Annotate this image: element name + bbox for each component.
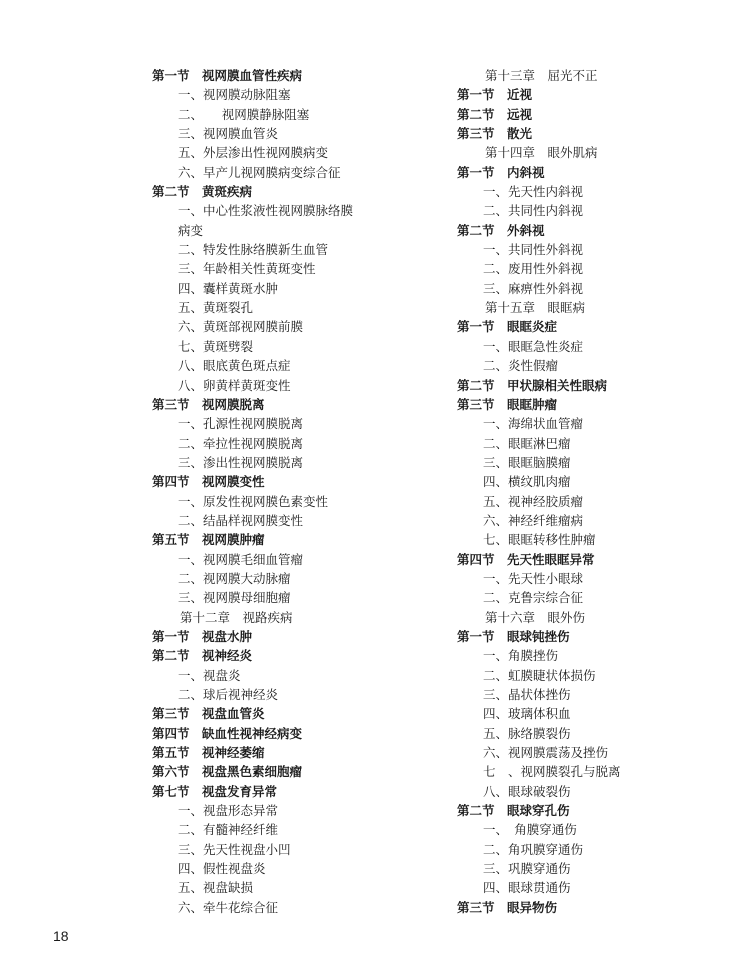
toc-subitem: 一、 角膜穿通伤 bbox=[483, 822, 577, 838]
toc-subitem: 四、假性视盘炎 bbox=[178, 861, 266, 877]
toc-subitem: 二、结晶样视网膜变性 bbox=[178, 512, 304, 528]
toc-subitem: 二、牵拉性视网膜脱离 bbox=[178, 435, 304, 451]
toc-subitem: 三、视网膜母细胞瘤 bbox=[178, 590, 291, 606]
toc-subitem: 一、先天性小眼球 bbox=[483, 570, 584, 586]
toc-section: 第一节 视网膜血管性疾病 bbox=[152, 68, 303, 83]
toc-subitem: 一、原发性视网膜色素变性 bbox=[178, 493, 329, 509]
toc-section: 第一节 眼球钝挫伤 bbox=[457, 628, 570, 644]
toc-subitem: 五、黄斑裂孔 bbox=[178, 300, 254, 316]
toc-subitem: 六、黄斑部视网膜前膜 bbox=[178, 319, 304, 335]
toc-section: 第三节 眼异物伤 bbox=[457, 899, 558, 915]
toc-subitem: 二、眼眶淋巴瘤 bbox=[483, 435, 571, 451]
toc-subitem: 六、牵牛花综合征 bbox=[178, 899, 279, 915]
toc-subitem: 三、视网膜血管炎 bbox=[178, 126, 279, 142]
toc-section: 第一节 内斜视 bbox=[457, 164, 545, 180]
toc-subitem: 五、视盘缺损 bbox=[178, 880, 254, 896]
toc-section: 第二节 眼球穿孔伤 bbox=[457, 803, 570, 819]
toc-subitem: 六、早产儿视网膜病变综合征 bbox=[178, 164, 341, 180]
toc-subitem: 五、脉络膜裂伤 bbox=[483, 725, 571, 741]
toc-left-column bbox=[152, 66, 442, 917]
toc-subitem: 四、玻璃体积血 bbox=[483, 706, 571, 722]
toc-subitem: 一、角膜挫伤 bbox=[483, 648, 559, 664]
toc-subitem: 一、视网膜毛细血管瘤 bbox=[178, 551, 304, 567]
toc-section: 第二节 远视 bbox=[457, 106, 533, 122]
toc-subitem: 四、囊样黄斑水肿 bbox=[178, 280, 279, 296]
toc-right-column bbox=[457, 66, 707, 917]
toc-subitem: 二、视网膜大动脉瘤 bbox=[178, 570, 291, 586]
toc-subitem: 一、海绵状血管瘤 bbox=[483, 416, 584, 432]
toc-subitem: 二、球后视神经炎 bbox=[178, 687, 279, 702]
toc-chapter: 第十四章 眼外肌病 bbox=[485, 145, 598, 161]
toc-subitem: 一、先天性内斜视 bbox=[483, 184, 584, 200]
toc-section: 第六节 视盘黑色素细胞瘤 bbox=[152, 764, 303, 780]
toc-subitem: 二、有髓神经纤维 bbox=[178, 822, 279, 838]
toc-chapter: 第十五章 眼眶病 bbox=[485, 300, 586, 316]
toc-section: 第一节 视盘水肿 bbox=[152, 628, 253, 644]
toc-section: 第四节 先天性眼眶异常 bbox=[457, 551, 595, 567]
toc-subitem: 五、视神经胶质瘤 bbox=[483, 493, 584, 509]
toc-subitem: 七、黄斑劈裂 bbox=[178, 338, 254, 354]
toc-continuation: 病变 bbox=[178, 222, 204, 238]
toc-section: 第三节 散光 bbox=[457, 126, 533, 142]
toc-subitem: 二、共同性内斜视 bbox=[483, 203, 584, 219]
toc-subitem: 三、渗出性视网膜脱离 bbox=[178, 454, 304, 470]
toc-chapter: 第十三章 屈光不正 bbox=[485, 68, 598, 83]
toc-section: 第二节 外斜视 bbox=[457, 222, 545, 238]
toc-subitem: 三、麻痹性外斜视 bbox=[483, 280, 584, 296]
toc-subitem: 三、先天性视盘小凹 bbox=[178, 841, 291, 857]
toc-section: 第五节 视网膜肿瘤 bbox=[152, 532, 265, 548]
toc-subitem: 二、角巩膜穿通伤 bbox=[483, 841, 584, 857]
page-number: 18 bbox=[53, 928, 69, 944]
toc-subitem: 一、眼眶急性炎症 bbox=[483, 338, 584, 354]
toc-subitem: 三、晶状体挫伤 bbox=[483, 687, 571, 702]
toc-section: 第二节 视神经炎 bbox=[152, 648, 253, 664]
toc-subitem: 二、克鲁宗综合征 bbox=[483, 590, 584, 606]
toc-subitem: 二、虹膜睫状体损伤 bbox=[483, 667, 596, 683]
toc-subitem: 二、炎性假瘤 bbox=[483, 358, 559, 374]
toc-subitem: 二、废用性外斜视 bbox=[483, 261, 584, 277]
toc-subitem: 一、视盘形态异常 bbox=[178, 803, 279, 819]
toc-section: 第二节 甲状腺相关性眼病 bbox=[457, 377, 608, 393]
toc-subitem: 二、 视网膜静脉阻塞 bbox=[178, 106, 310, 122]
toc-subitem: 七 、视网膜裂孔与脱离 bbox=[483, 764, 621, 780]
toc-section: 第四节 缺血性视神经病变 bbox=[152, 725, 303, 741]
toc-subitem: 八、卵黄样黄斑变性 bbox=[178, 377, 291, 393]
toc-section: 第三节 眼眶肿瘤 bbox=[457, 396, 558, 412]
toc-section: 第一节 近视 bbox=[457, 87, 533, 103]
toc-subitem: 六、视网膜震荡及挫伤 bbox=[483, 745, 609, 761]
toc-subitem: 四、横纹肌肉瘤 bbox=[483, 474, 571, 490]
toc-chapter: 第十二章 视路疾病 bbox=[180, 609, 293, 625]
toc-section: 第三节 视网膜脱离 bbox=[152, 396, 265, 412]
toc-subitem: 三、巩膜穿通伤 bbox=[483, 861, 571, 877]
toc-subitem: 一、视盘炎 bbox=[178, 667, 241, 683]
toc-chapter: 第十六章 眼外伤 bbox=[485, 609, 586, 625]
toc-subitem: 三、年龄相关性黄斑变性 bbox=[178, 261, 316, 277]
toc-subitem: 一、中心性浆液性视网膜脉络膜 bbox=[178, 203, 354, 219]
toc-subitem: 七、眼眶转移性肿瘤 bbox=[483, 532, 596, 548]
toc-subitem: 八、眼球破裂伤 bbox=[483, 783, 571, 799]
toc-section: 第二节 黄斑疾病 bbox=[152, 184, 253, 200]
toc-subitem: 四、眼球贯通伤 bbox=[483, 880, 571, 896]
toc-subitem: 一、共同性外斜视 bbox=[483, 242, 584, 258]
toc-section: 第三节 视盘血管炎 bbox=[152, 706, 265, 722]
toc-subitem: 三、眼眶脑膜瘤 bbox=[483, 454, 571, 470]
toc-subitem: 一、视网膜动脉阻塞 bbox=[178, 87, 291, 103]
toc-subitem: 五、外层渗出性视网膜病变 bbox=[178, 145, 329, 161]
toc-section: 第四节 视网膜变性 bbox=[152, 474, 265, 490]
toc-section: 第七节 视盘发育异常 bbox=[152, 783, 278, 799]
toc-section: 第一节 眼眶炎症 bbox=[457, 319, 558, 335]
toc-subitem: 六、神经纤维瘤病 bbox=[483, 512, 584, 528]
toc-subitem: 一、孔源性视网膜脱离 bbox=[178, 416, 304, 432]
toc-subitem: 八、眼底黄色斑点症 bbox=[178, 358, 291, 374]
toc-section: 第五节 视神经萎缩 bbox=[152, 745, 265, 761]
toc-subitem: 二、特发性脉络膜新生血管 bbox=[178, 242, 329, 258]
